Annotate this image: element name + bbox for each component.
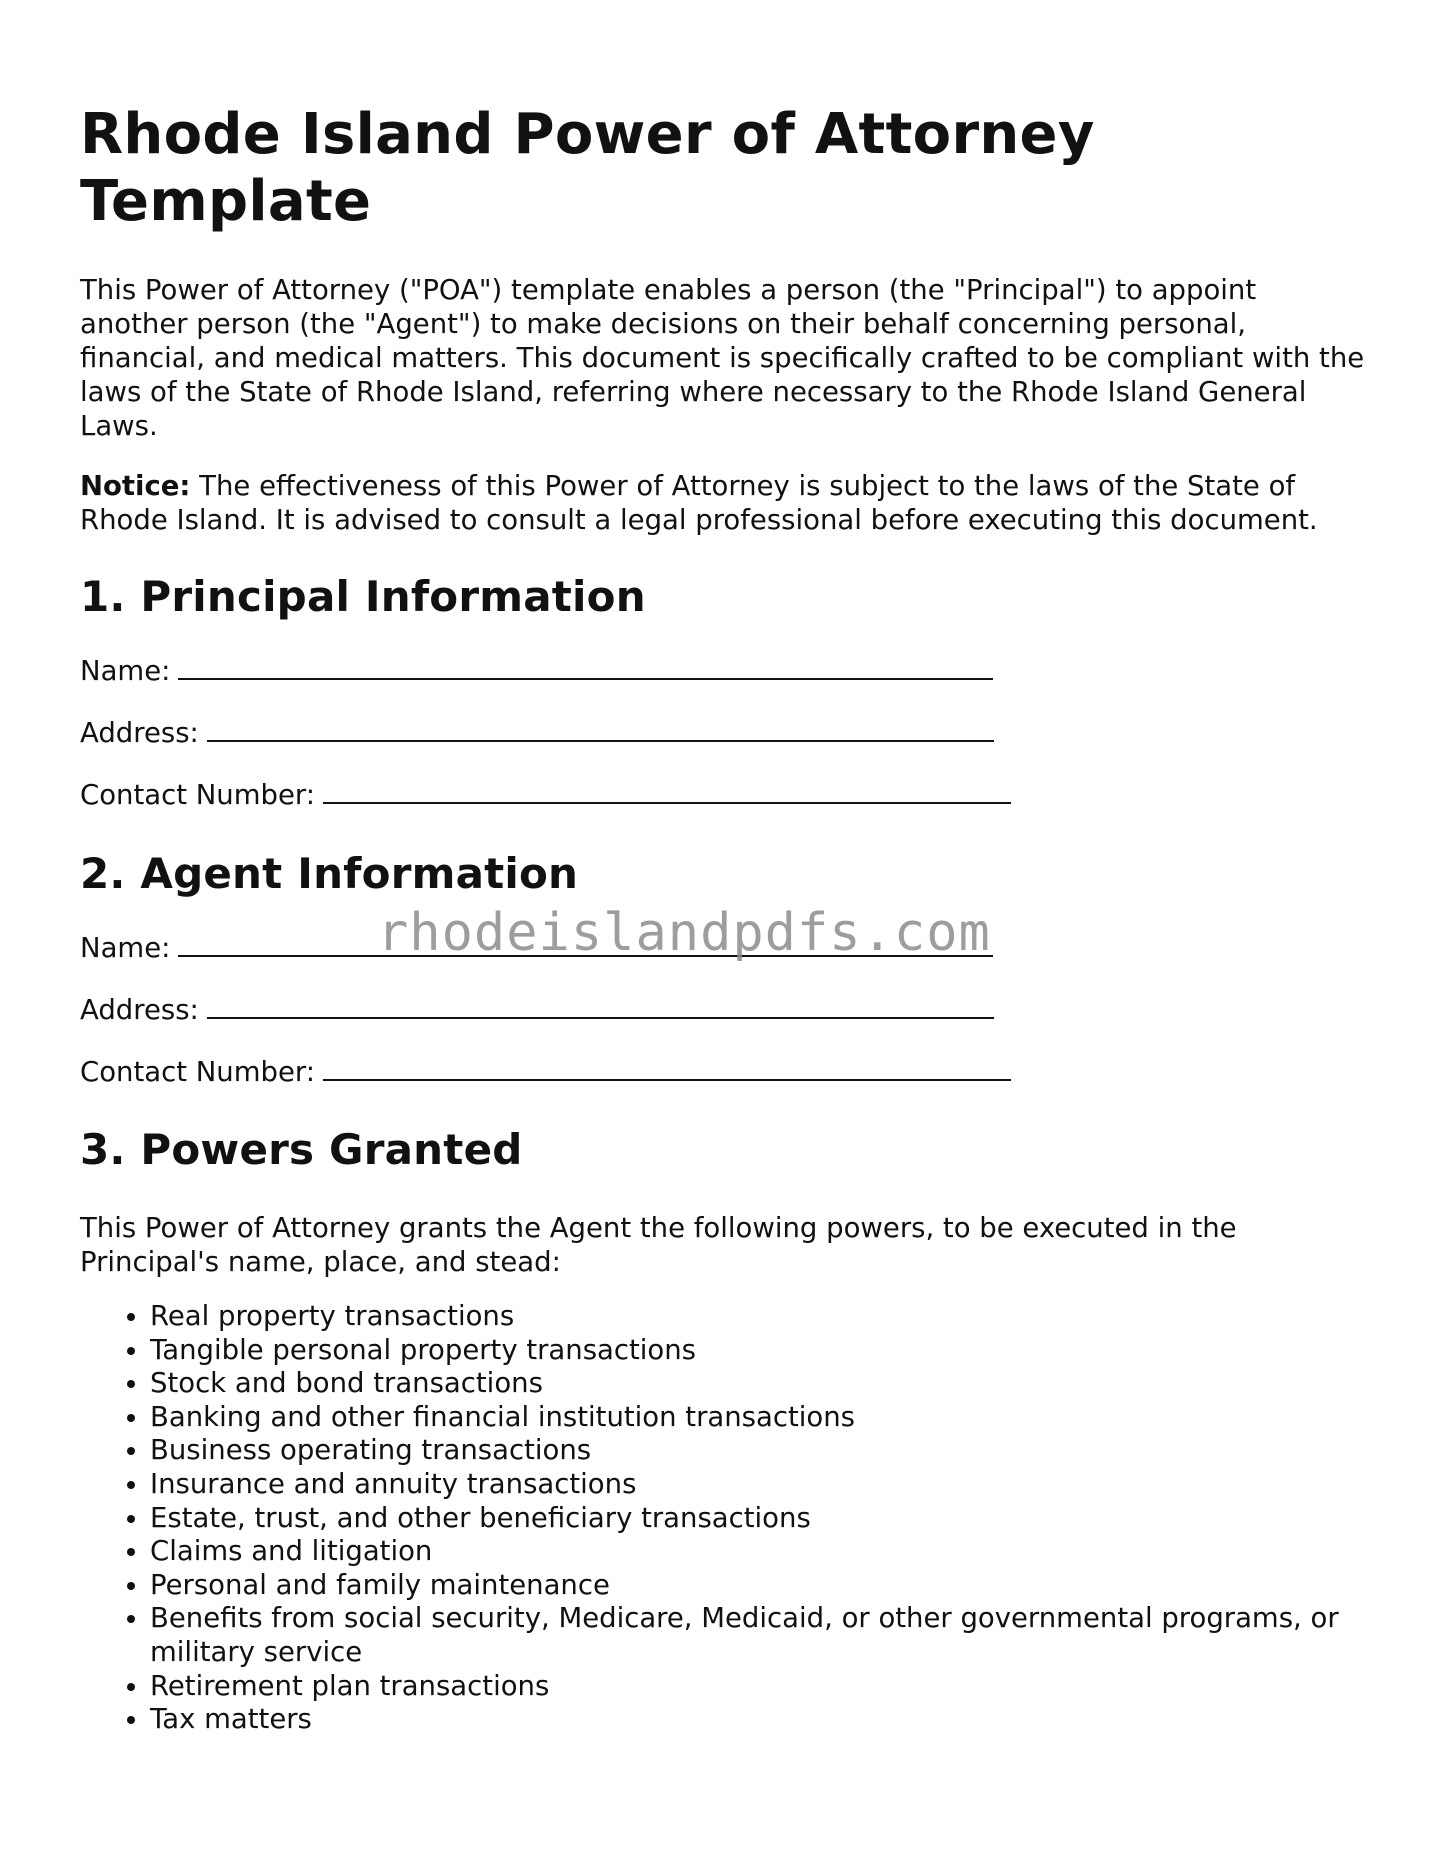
page-title: Rhode Island Power of Attorney Template [80, 102, 1095, 234]
powers-heading: 3. Powers Granted [80, 1125, 523, 1174]
principal-name-field [80, 654, 993, 688]
list-item: • Tax matters [150, 1703, 1370, 1737]
list-item: • Estate, trust, and other beneficiary transactions [150, 1502, 1370, 1536]
watermark: rhodeislandpdfs.com [377, 903, 991, 963]
list-item: • Retirement plan transactions [150, 1670, 1370, 1704]
list-item: • Stock and bond transactions [150, 1367, 1370, 1401]
intro-paragraph: This Power of Attorney ("POA") template enables a person (the "Principal") to appoint another person (the "Agent") to make decisions on their behalf concerning personal, financial, and medical matters. This document is specifically crafted to be compliant with the laws of the State of Rhode Island, referring where necessary to the Rhode Island General Laws. [80, 274, 1365, 442]
agent-contact-label: Contact Number: [80, 1056, 315, 1088]
powers-intro: This Power of Attorney grants the Agent the following powers, to be executed in the Principal's name, place, and stead: [80, 1212, 1237, 1278]
list-item: • Banking and other financial institution transactions [150, 1401, 1370, 1435]
list-item: • Tangible personal property transactions [150, 1334, 1370, 1368]
notice-label: Notice: [80, 470, 191, 502]
agent-address-line[interactable] [207, 995, 994, 1019]
principal-heading: 1. Principal Information [80, 572, 646, 621]
principal-name-line[interactable] [178, 656, 993, 680]
principal-address-label: Address: [80, 717, 199, 749]
agent-heading: 2. Agent Information [80, 849, 579, 898]
agent-contact-field [80, 1055, 1011, 1089]
agent-address-field [80, 993, 994, 1027]
list-item: • Personal and family maintenance [150, 1569, 1370, 1603]
list-item: • Claims and litigation [150, 1535, 1370, 1569]
principal-contact-line[interactable] [323, 780, 1011, 804]
principal-contact-label: Contact Number: [80, 779, 315, 811]
agent-name-label: Name: [80, 932, 171, 964]
principal-address-line[interactable] [207, 718, 994, 742]
notice-text: The effectiveness of this Power of Attorney is subject to the laws of the State of Rhode Island. It is advised to consult a legal professional before executing this document. [80, 470, 1318, 536]
list-item: • Business operating transactions [150, 1434, 1370, 1468]
principal-contact-field [80, 778, 1011, 812]
principal-address-field [80, 716, 994, 750]
list-item: • Insurance and annuity transactions [150, 1468, 1370, 1502]
agent-contact-line[interactable] [323, 1057, 1011, 1081]
list-item: • Benefits from social security, Medicare, Medicaid, or other governmental programs, or military service [150, 1602, 1370, 1669]
powers-list [80, 1300, 1370, 1737]
notice-paragraph [80, 469, 1370, 537]
list-item: • Real property transactions [150, 1300, 1370, 1334]
agent-address-label: Address: [80, 994, 199, 1026]
principal-name-label: Name: [80, 655, 171, 687]
